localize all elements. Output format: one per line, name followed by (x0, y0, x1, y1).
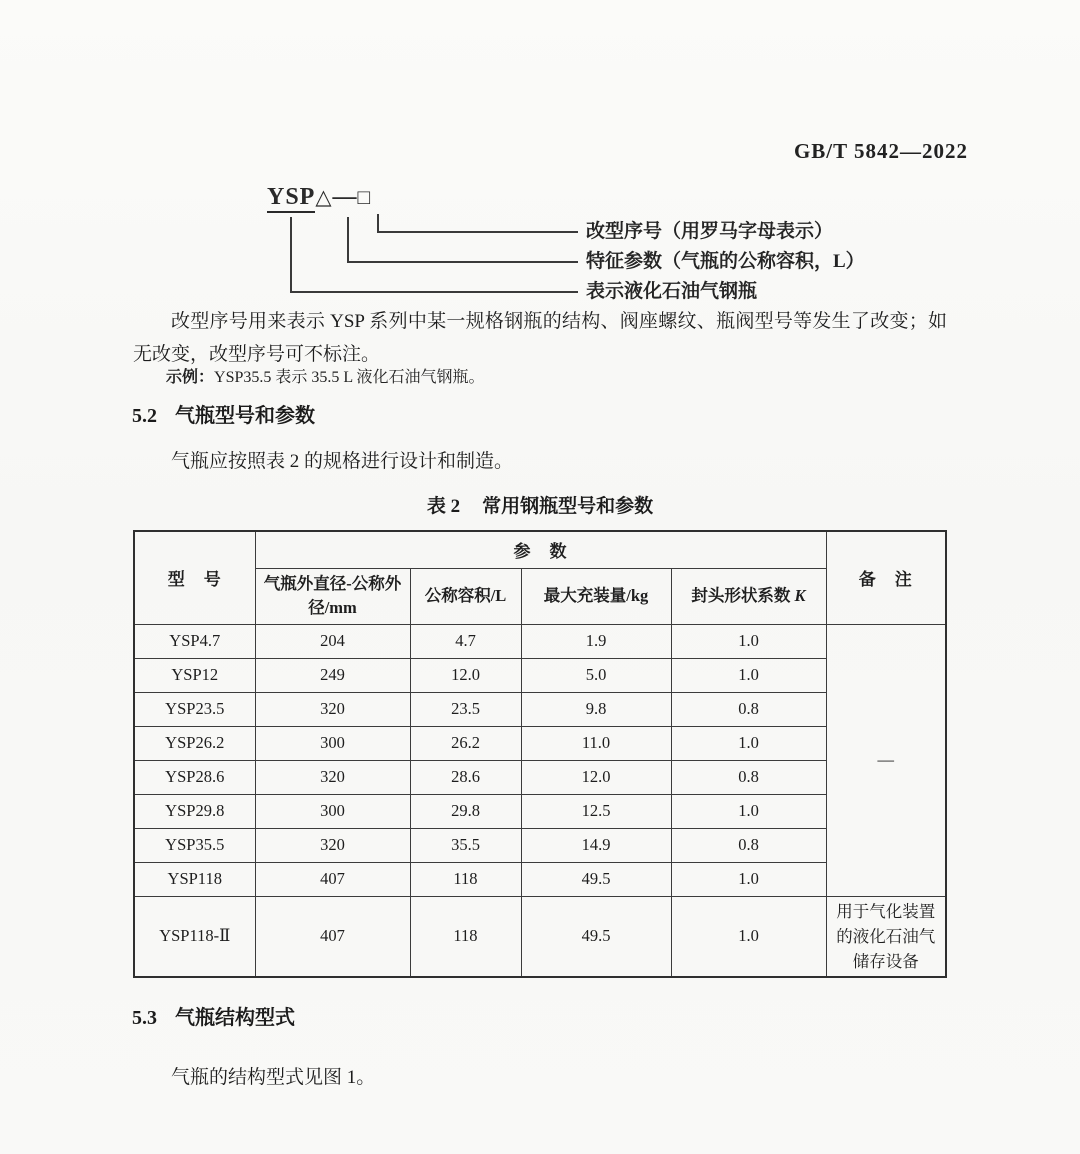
k-symbol: K (794, 586, 806, 605)
triangle-placeholder-icon: △ (315, 185, 333, 209)
cell-k: 0.8 (671, 692, 826, 726)
cell-fill: 14.9 (521, 828, 671, 862)
code-prefix: YSP (267, 184, 315, 213)
cell-od: 320 (255, 760, 410, 794)
cell-fill: 49.5 (521, 896, 671, 977)
cell-vol: 12.0 (410, 658, 521, 692)
cell-vol: 4.7 (410, 624, 521, 658)
header-head-shape-factor (671, 568, 826, 624)
cell-od: 249 (255, 658, 410, 692)
cell-k: 1.0 (671, 658, 826, 692)
cell-model: YSP35.5 (134, 828, 255, 862)
cell-k: 1.0 (671, 862, 826, 896)
diagram-label-parameter: 特征参数（气瓶的公称容积，L） (586, 251, 865, 272)
cell-vol: 26.2 (410, 726, 521, 760)
cell-od: 204 (255, 624, 410, 658)
table-row (134, 760, 946, 794)
cell-vol: 118 (410, 862, 521, 896)
cell-fill: 1.9 (521, 624, 671, 658)
cell-model: YSP23.5 (134, 692, 255, 726)
section-5-2-number: 5.2 (132, 405, 157, 427)
cell-od: 320 (255, 828, 410, 862)
table-row (134, 726, 946, 760)
cell-model: YSP29.8 (134, 794, 255, 828)
designation-code (267, 184, 371, 211)
table-row (134, 794, 946, 828)
cell-vol: 23.5 (410, 692, 521, 726)
cell-k: 0.8 (671, 760, 826, 794)
cell-fill: 49.5 (521, 862, 671, 896)
cell-vol: 35.5 (410, 828, 521, 862)
cell-od: 300 (255, 794, 410, 828)
cell-od: 407 (255, 862, 410, 896)
cell-model: YSP118-Ⅱ (134, 896, 255, 977)
cell-model: YSP28.6 (134, 760, 255, 794)
table-row (134, 658, 946, 692)
cell-fill: 12.5 (521, 794, 671, 828)
section-5-3-number: 5.3 (132, 1007, 157, 1029)
cell-fill: 11.0 (521, 726, 671, 760)
modification-paragraph: 改型序号用来表示 YSP 系列中某一规格钢瓶的结构、阀座螺纹、瓶阀型号等发生了改变；如无改变，改型序号可不标注。 (133, 311, 947, 365)
example-label: 示例： (166, 369, 215, 386)
section-5-3-heading (132, 1001, 295, 1030)
example-text: YSP35.5 表示 35.5 L 液化石油气钢瓶。 (214, 369, 485, 386)
cell-model: YSP118 (134, 862, 255, 896)
section-5-2-title: 气瓶型号和参数 (175, 405, 315, 427)
header-row-sub (134, 568, 946, 624)
cell-fill: 12.0 (521, 760, 671, 794)
header-max-filling: 最大充装量/kg (521, 568, 671, 624)
cell-od: 320 (255, 692, 410, 726)
cell-model: YSP4.7 (134, 624, 255, 658)
cell-fill: 9.8 (521, 692, 671, 726)
cell-remark: 用于气化装置的液化石油气储存设备 (826, 896, 946, 977)
header-outer-diameter: 气瓶外直径-公称外径/mm (255, 568, 410, 624)
table-row (134, 828, 946, 862)
section-5-2-heading (132, 399, 315, 428)
table-caption-title: 常用钢瓶型号和参数 (482, 496, 654, 517)
table-row (134, 896, 946, 977)
table-caption (133, 491, 947, 518)
cell-k: 1.0 (671, 896, 826, 977)
cell-vol: 29.8 (410, 794, 521, 828)
dash-separator: — (332, 184, 358, 210)
structure-note: 气瓶的结构型式见图 1。 (171, 1067, 376, 1088)
head-shape-factor-text: 封头形状系数 (691, 586, 791, 605)
cell-od: 407 (255, 896, 410, 977)
diagram-label-series: 表示液化石油气钢瓶 (586, 281, 758, 302)
cell-vol: 118 (410, 896, 521, 977)
cell-od: 300 (255, 726, 410, 760)
table-caption-label: 表 2 (426, 496, 461, 517)
design-note: 气瓶应按照表 2 的规格进行设计和制造。 (171, 451, 514, 472)
cell-k: 1.0 (671, 624, 826, 658)
header-parameters-group: 参 数 (255, 531, 826, 568)
table-row (134, 862, 946, 896)
header-nominal-volume: 公称容积/L (410, 568, 521, 624)
diagram-label-modification: 改型序号（用罗马字母表示） (586, 221, 834, 242)
header-remark: 备 注 (826, 531, 946, 624)
table-row (134, 692, 946, 726)
standard-number: GB/T 5842—2022 (793, 139, 968, 163)
cell-fill: 5.0 (521, 658, 671, 692)
table-row (134, 624, 946, 658)
header-model: 型 号 (134, 531, 255, 624)
cell-model: YSP26.2 (134, 726, 255, 760)
cell-model: YSP12 (134, 658, 255, 692)
cylinder-parameters-table (133, 530, 947, 978)
square-placeholder-icon: □ (357, 185, 372, 209)
header-row-group (134, 531, 946, 568)
cell-k: 0.8 (671, 828, 826, 862)
cell-k: 1.0 (671, 726, 826, 760)
example-line (166, 364, 485, 387)
cell-vol: 28.6 (410, 760, 521, 794)
cell-k: 1.0 (671, 794, 826, 828)
connector-line-series (290, 217, 578, 293)
section-5-3-title: 气瓶结构型式 (175, 1007, 295, 1029)
cell-remark-merged: — (826, 624, 946, 896)
